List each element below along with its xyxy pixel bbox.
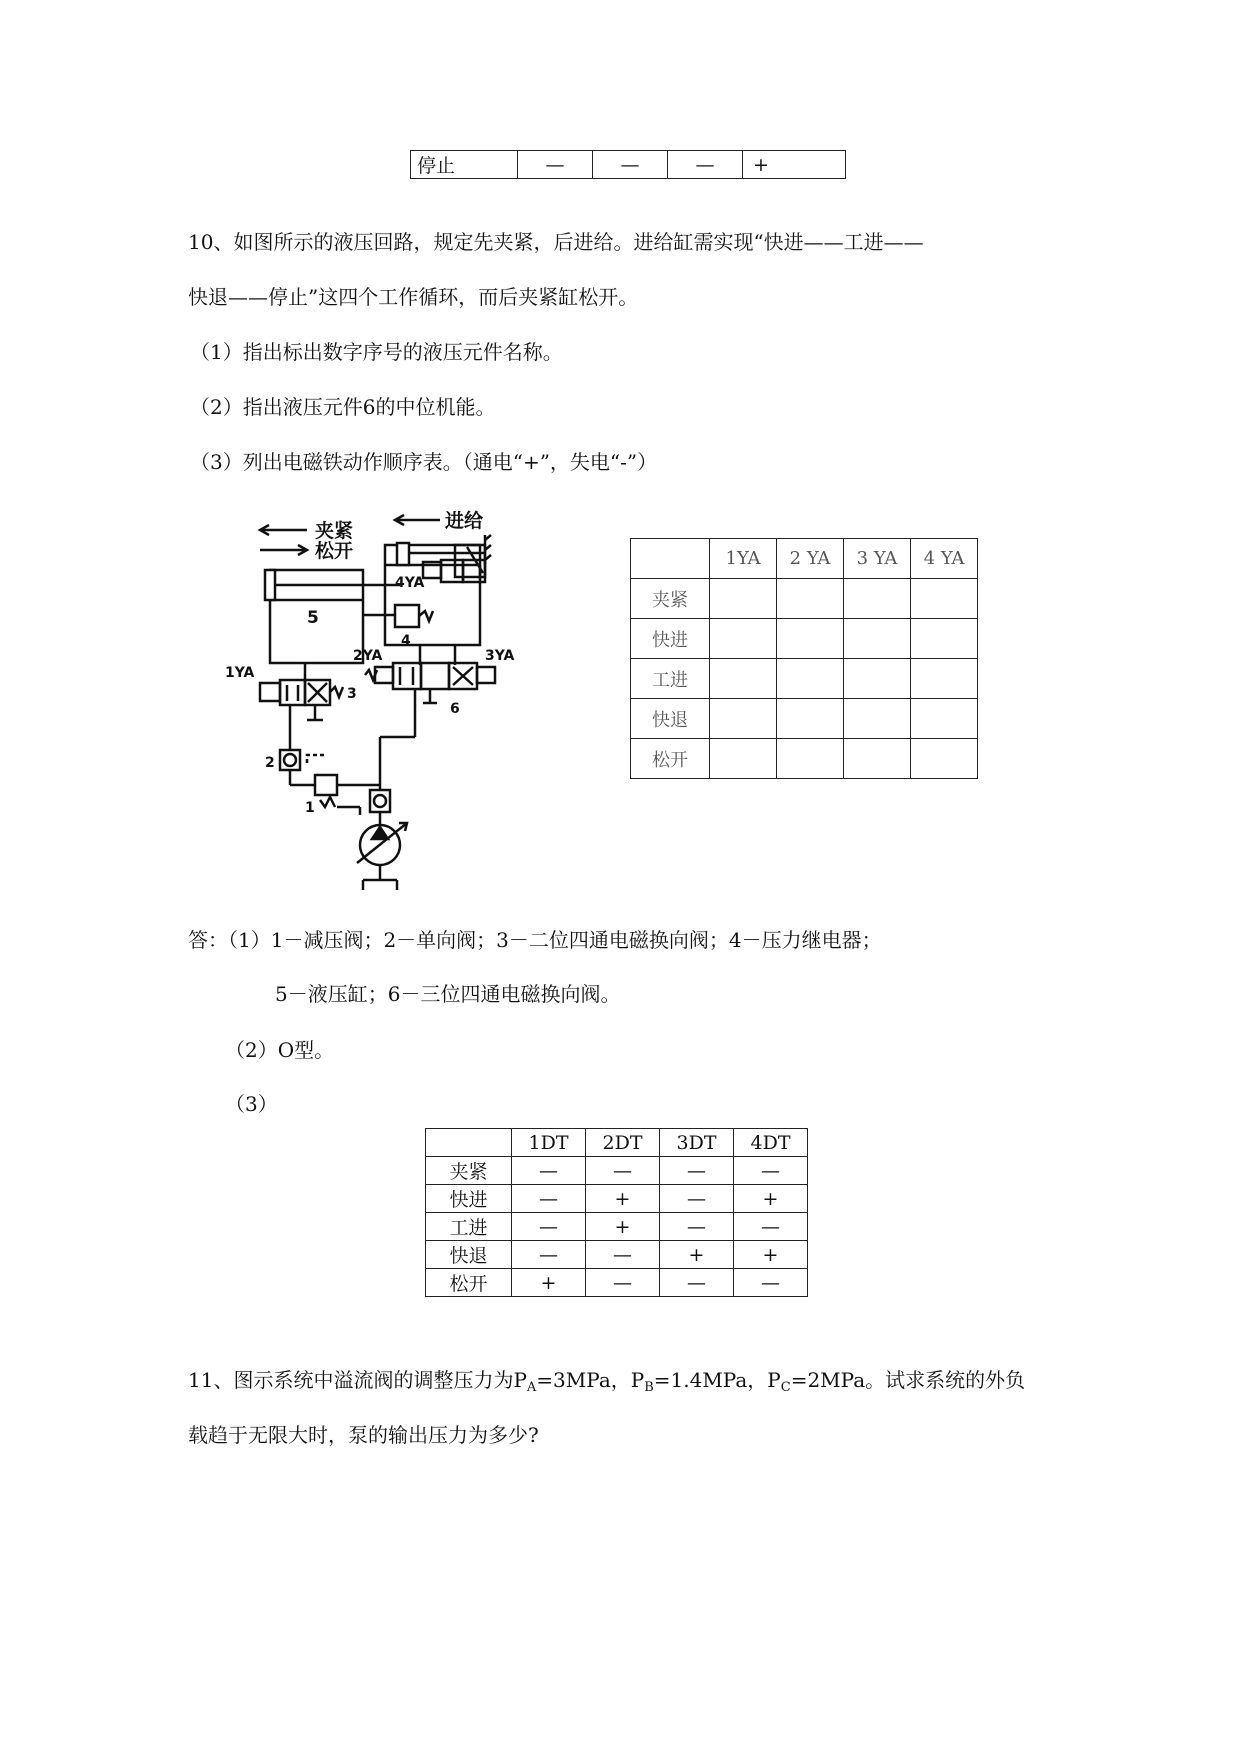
label-clamp: 夹紧 — [315, 520, 354, 542]
label-5: 5 — [307, 608, 319, 628]
label-4: 4 — [401, 633, 411, 649]
table-cell: — — [734, 1213, 808, 1241]
table-row — [631, 579, 978, 619]
label-3ya: 3YA — [485, 648, 515, 664]
row-label: 夹紧 — [631, 579, 710, 619]
column-header: 2DT — [586, 1129, 660, 1157]
q10-sub3: （3）列出电磁铁动作顺序表。（通电“+”，失电“-”） — [190, 450, 658, 474]
label-6: 6 — [450, 701, 460, 717]
q10-line2: 快退——停止”这四个工作循环，而后夹紧缸松开。 — [188, 285, 639, 309]
row-label: 快进 — [631, 619, 710, 659]
q11-line2: 载趋于无限大时，泵的输出压力为多少? — [188, 1423, 539, 1447]
column-header: 2 YA — [777, 539, 844, 579]
table-cell: + — [586, 1185, 660, 1213]
row-label: 停止 — [411, 151, 518, 179]
row-label: 工进 — [631, 659, 710, 699]
table-cell: — — [512, 1157, 586, 1185]
column-header: 4 YA — [911, 539, 978, 579]
table-cell: — — [660, 1185, 734, 1213]
answer-line3: （2）O型。 — [225, 1038, 335, 1062]
q11-value-c: =2MPa。试求系统的外负 — [790, 1368, 1026, 1392]
label-3: 3 — [347, 686, 357, 702]
table-row — [426, 1185, 808, 1213]
table-cell: — — [593, 151, 668, 179]
table-cell: — — [512, 1241, 586, 1269]
table-cell: + — [512, 1269, 586, 1297]
row-label: 夹紧 — [426, 1157, 512, 1185]
directional-valve-3 — [260, 680, 343, 705]
answer-line4: （3） — [225, 1092, 278, 1116]
column-header: 1YA — [710, 539, 777, 579]
subscript-b: B — [644, 1380, 654, 1395]
stop-row-table — [410, 150, 846, 179]
column-header: 3 YA — [844, 539, 911, 579]
q10-line1: 10、如图所示的液压回路，规定先夹紧，后进给。进给缸需实现“快进——工进—— — [188, 230, 924, 254]
table-cell: + — [734, 1241, 808, 1269]
clamp-arrow-icon — [260, 525, 307, 535]
table-row — [426, 1213, 808, 1241]
table-cell: — — [734, 1157, 808, 1185]
table-cell: + — [743, 151, 846, 179]
check-valve — [370, 790, 390, 812]
label-feed: 进给 — [445, 510, 484, 532]
check-valve-2 — [280, 750, 300, 770]
table-cell: + — [586, 1213, 660, 1241]
table-cell: — — [734, 1269, 808, 1297]
row-label: 松开 — [426, 1269, 512, 1297]
row-label: 工进 — [426, 1213, 512, 1241]
label-2ya: 2YA — [353, 648, 383, 664]
pressure-relay — [363, 605, 433, 627]
label-release: 松开 — [315, 540, 354, 562]
table-cell: + — [734, 1185, 808, 1213]
q11-value-a: =3MPa，P — [536, 1368, 645, 1392]
table-cell: — — [660, 1157, 734, 1185]
subscript-c: C — [780, 1380, 791, 1395]
row-label: 快退 — [426, 1241, 512, 1269]
table-cell: — — [586, 1157, 660, 1185]
q10-sub2: （2）指出液压元件6的中位机能。 — [190, 395, 496, 419]
table-row — [631, 619, 978, 659]
table-row — [426, 1269, 808, 1297]
column-header: 3DT — [660, 1129, 734, 1157]
label-1: 1 — [305, 800, 315, 816]
row-label: 松开 — [631, 739, 710, 779]
directional-valve-6 — [365, 663, 495, 689]
q11-value-b: =1.4MPa，P — [653, 1368, 781, 1392]
table-cell: — — [512, 1213, 586, 1241]
answer-solenoid-table — [425, 1128, 808, 1297]
column-header: 4DT — [734, 1129, 808, 1157]
row-label: 快进 — [426, 1185, 512, 1213]
table-row — [631, 699, 978, 739]
table-row — [631, 659, 978, 699]
q11-prefix: 11、图示系统中溢流阀的调整压力为P — [188, 1368, 527, 1392]
table-cell: — — [518, 151, 593, 179]
table-row — [631, 739, 978, 779]
answer-line1: 答：（1）1－减压阀；2－单向阀；3－二位四通电磁换向阀；4－压力继电器； — [188, 928, 882, 952]
label-2: 2 — [265, 755, 275, 771]
answer-line2: 5－液压缸；6－三位四通电磁换向阀。 — [275, 982, 621, 1006]
subscript-a: A — [526, 1380, 537, 1395]
table-cell: — — [586, 1241, 660, 1269]
table-cell: — — [668, 151, 743, 179]
table-cell: — — [586, 1269, 660, 1297]
table-cell: + — [660, 1241, 734, 1269]
table-cell: — — [660, 1213, 734, 1241]
directional-valve-4ya — [423, 545, 485, 582]
hydraulic-circuit-diagram — [225, 505, 575, 900]
table-row — [411, 151, 846, 179]
table-row — [631, 539, 978, 579]
label-4ya: 4YA — [395, 575, 425, 591]
table-row — [426, 1157, 808, 1185]
table-cell: — — [512, 1185, 586, 1213]
pump-icon — [357, 823, 407, 865]
blank-solenoid-table — [630, 538, 978, 779]
label-1ya: 1YA — [225, 665, 255, 681]
table-cell: — — [660, 1269, 734, 1297]
column-header: 1DT — [512, 1129, 586, 1157]
feed-arrow-icon — [395, 515, 440, 525]
release-arrow-icon — [260, 545, 307, 555]
row-label: 快退 — [631, 699, 710, 739]
q10-sub1: （1）指出标出数字序号的液压元件名称。 — [190, 340, 563, 364]
table-row — [426, 1129, 808, 1157]
q11-line1 — [188, 1368, 1026, 1395]
table-row — [426, 1241, 808, 1269]
